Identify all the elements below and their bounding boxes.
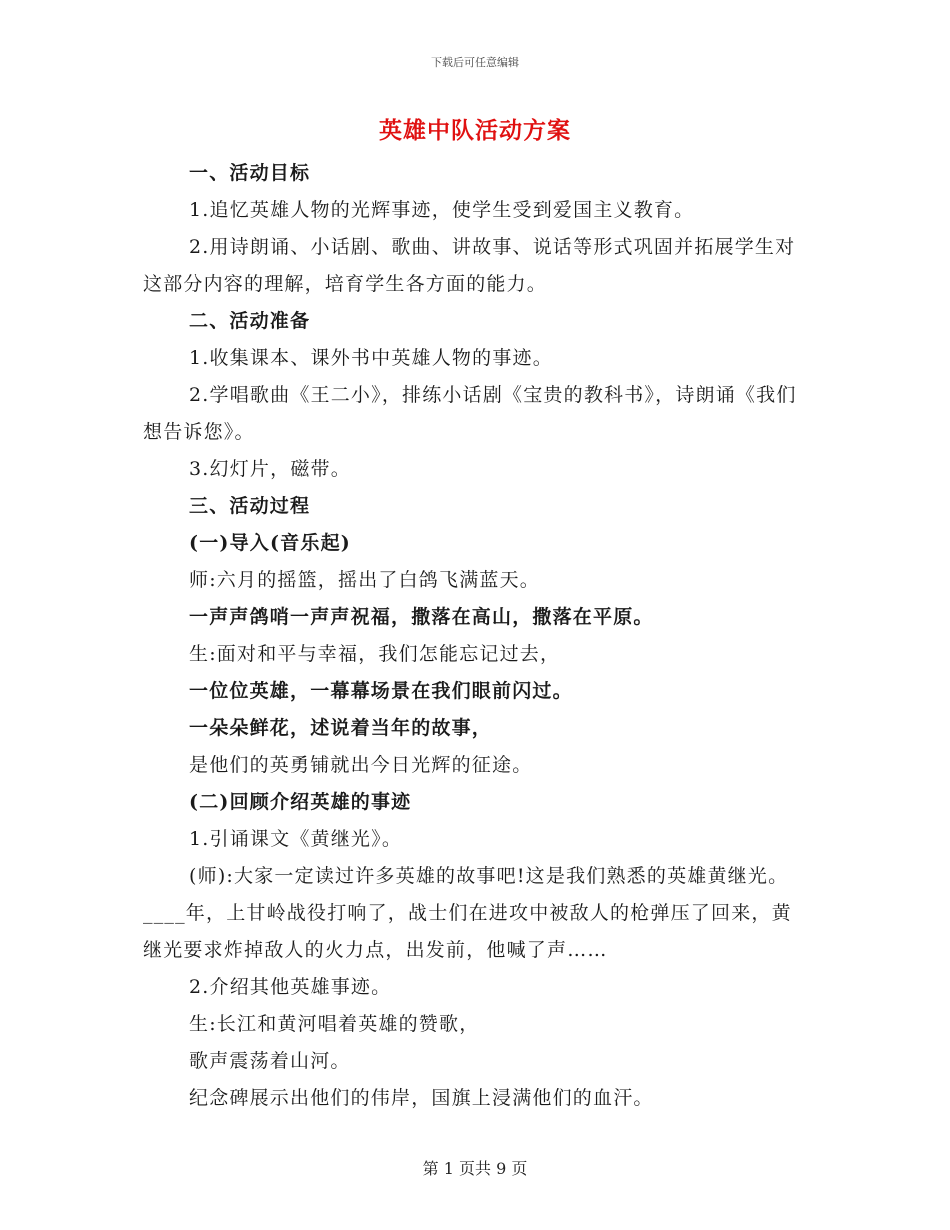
paragraph: 3.幻灯片，磁带。 [189, 458, 351, 480]
paragraph-bold: 一位位英雄，一幕幕场景在我们眼前闪过。 [189, 680, 573, 702]
paragraph: 1.收集课本、课外书中英雄人物的事迹。 [189, 347, 553, 369]
header-note: 下载后可任意编辑 [431, 56, 519, 69]
document-title: 英雄中队活动方案 [379, 117, 571, 144]
section-heading: 二、活动准备 [189, 310, 311, 332]
paragraph-bold: 一声声鸽哨一声声祝福，撒落在高山，撒落在平原。 [189, 606, 654, 628]
paragraph: 2.用诗朗诵、小话剧、歌曲、讲故事、说话等形式巩固并拓展学生对这部分内容的理解，培育学生各方面的能力。 [143, 236, 796, 295]
section-heading: 一、活动目标 [189, 162, 311, 184]
paragraph: 纪念碑展示出他们的伟岸，国旗上浸满他们的血汗。 [189, 1087, 654, 1109]
paragraph: 生:面对和平与幸福，我们怎能忘记过去， [189, 643, 561, 665]
page-number: 第 1 页共 9 页 [422, 1159, 528, 1178]
paragraph: 1.引诵课文《黄继光》。 [189, 828, 403, 850]
paragraph: 2.介绍其他英雄事迹。 [189, 976, 392, 998]
paragraph-bold: 一朵朵鲜花，述说着当年的故事， [189, 717, 493, 739]
paragraph: (师):大家一定读过许多英雄的故事吧!这是我们熟悉的英雄黄继光。____年，上甘岭战役打响了，战士们在进攻中被敌人的枪弹压了回来，黄继光要求炸掉敌人的火力点，出发前，他喊了声…… [143, 865, 792, 961]
subsection-heading: (一)导入(音乐起) [189, 532, 351, 554]
document-body [143, 155, 803, 1117]
paragraph: 歌声震荡着山河。 [189, 1050, 351, 1072]
section-heading: 三、活动过程 [189, 495, 311, 517]
paragraph: 是他们的英勇铺就出今日光辉的征途。 [189, 754, 533, 776]
paragraph: 师:六月的摇篮，摇出了白鸽飞满蓝天。 [189, 569, 541, 591]
subsection-heading: (二)回顾介绍英雄的事迹 [189, 791, 412, 813]
paragraph: 2.学唱歌曲《王二小》，排练小话剧《宝贵的教科书》，诗朗诵《我们想告诉您》。 [143, 384, 797, 443]
paragraph: 1.追忆英雄人物的光辉事迹，使学生受到爱国主义教育。 [189, 199, 695, 221]
paragraph: 生:长江和黄河唱着英雄的赞歌， [189, 1013, 480, 1035]
